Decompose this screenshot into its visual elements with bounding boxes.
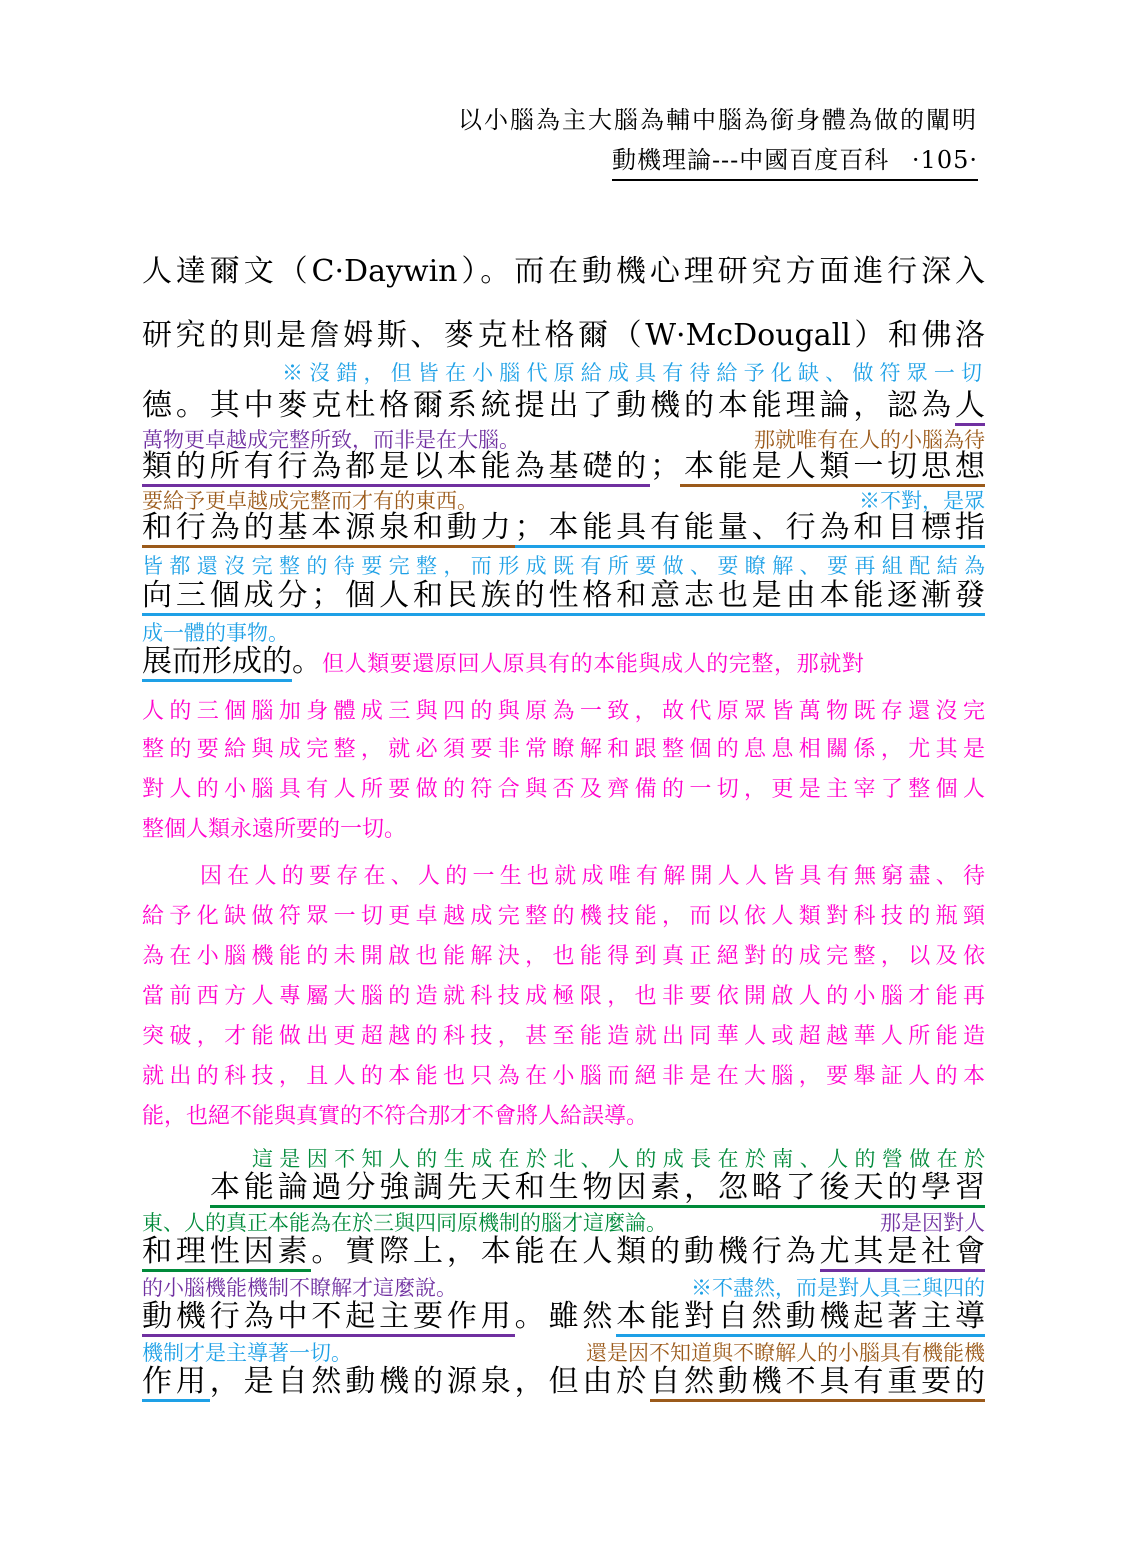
pink-line-9: 當前西方人專屬大腦的造就科技成極限，也非要依開啟人的小腦才能再 bbox=[142, 984, 985, 1009]
underlined-phrase: 和行為的基本源泉和動力 bbox=[142, 510, 515, 548]
annotation-7-left: 東、人的真正本能為在於三與四同原機制的腦才這麼論。 bbox=[142, 1211, 667, 1235]
body-line-1: 人達爾文（C·Daywin）。而在動機心理研究方面進行深入 bbox=[142, 254, 985, 289]
underlined-phrase: 動機行為中不起主要作用 bbox=[142, 1299, 515, 1337]
underlined-phrase: 展而形成的 bbox=[142, 644, 292, 682]
annotation-7-right: 那是因對人 bbox=[880, 1211, 985, 1235]
underlined-phrase: 和理性因素 bbox=[142, 1234, 311, 1272]
pink-line-11: 就出的科技，且人的本能也只為在小腦而絕非是在大腦，要舉証人的本 bbox=[142, 1064, 985, 1089]
annotation-5: 成一體的事物。 bbox=[142, 621, 289, 645]
pink-line-12: 能，也絕不能與真實的不符合那才不會將人給誤導。 bbox=[142, 1104, 649, 1129]
underlined-phrase: 作用 bbox=[142, 1364, 210, 1402]
pink-line-6: 因在人的要存在、人的一生也就成唯有解開人人皆具有無窮盡、待 bbox=[200, 864, 985, 889]
running-subtitle bbox=[612, 140, 978, 181]
body-line-3 bbox=[142, 386, 985, 426]
pink-line-4: 對人的小腦具有人所要做的符合與否及齊備的一切，更是主宰了整個人 bbox=[142, 777, 985, 802]
body-line-10-text: 。雖然 bbox=[514, 1299, 617, 1334]
underlined-phrase: 類的所有行為都是以本能為基礎的 bbox=[142, 449, 650, 487]
annotation-1: ※沒錯，但皆在小腦代原給成具有待給予化缺、做符眾一切 bbox=[282, 361, 982, 385]
pink-commentary-start: 但人類要還原回人原具有的本能與成人的完整，那就對 bbox=[322, 652, 865, 677]
underlined-phrase: 本能是人類一切思想 bbox=[680, 449, 985, 487]
pink-line-5: 整個人類永遠所要的一切。 bbox=[142, 817, 407, 842]
underlined-phrase: 人 bbox=[955, 388, 985, 426]
page-number: ·105· bbox=[911, 146, 978, 174]
body-line-7 bbox=[142, 642, 985, 685]
pink-line-3: 整的要給與成完整，就必須要非常瞭解和跟整個的息息相關係，尤其是 bbox=[142, 737, 985, 762]
annotation-2-right: 那就唯有在人的小腦為待 bbox=[754, 428, 985, 452]
annotation-8-right: ※不盡然，而是對人具三與四的 bbox=[691, 1276, 985, 1300]
annotation-3-right: ※不對，是眾 bbox=[859, 489, 985, 513]
underlined-phrase: 本能論過分強調先天和生物因素，忽略了後天的學習 bbox=[210, 1170, 985, 1208]
pink-line-7: 給予化缺做符眾一切更卓越成完整的機技能，而以依人類對科技的瓶頸 bbox=[142, 904, 985, 929]
underlined-phrase: ；本能具有能量、行為和目標指 bbox=[515, 510, 985, 548]
body-line-6 bbox=[142, 576, 985, 616]
underlined-phrase: 尤其是社會 bbox=[820, 1234, 986, 1272]
annotation-9-right: 還是因不知道與不瞭解人的小腦具有機能機 bbox=[586, 1341, 985, 1365]
body-line-5 bbox=[142, 508, 985, 548]
underlined-phrase: 向三個成分；個人和民族的性格和意志也是由本能逐漸發 bbox=[142, 578, 985, 616]
annotation-6: 這是因不知人的生成在於北、人的成長在於南、人的營做在於 bbox=[252, 1147, 985, 1171]
body-line-7-punct: 。 bbox=[292, 644, 322, 679]
body-line-3-text: 德。其中麥克杜格爾系統提出了動機的本能理論，認為 bbox=[142, 388, 955, 423]
running-title: 以小腦為主大腦為輔中腦為銜身體為做的闡明 bbox=[458, 106, 978, 134]
body-line-10 bbox=[142, 1297, 985, 1337]
body-line-4 bbox=[142, 447, 985, 487]
body-line-11-text: ，是自然動機的源泉，但由於 bbox=[209, 1364, 651, 1399]
annotation-9-left: 機制才是主導著一切。 bbox=[142, 1341, 352, 1365]
annotation-2-left: 萬物更卓越成完整所致，而非是在大腦。 bbox=[142, 428, 520, 452]
pink-line-10: 突破，才能做出更超越的科技，甚至能造就出同華人或超越華人所能造 bbox=[142, 1024, 985, 1049]
annotation-4: 皆都還沒完整的待要完整，而形成既有所要做、要瞭解、要再組配結為 bbox=[142, 554, 985, 578]
body-line-9 bbox=[142, 1232, 985, 1272]
pink-line-2: 人的三個腦加身體成三與四的與原為一致，故代原眾皆萬物既存還沒完 bbox=[142, 699, 985, 724]
annotation-3-left: 要給予更卓越成完整而才有的東西。 bbox=[142, 489, 478, 513]
pink-line-8: 為在小腦機能的未開啟也能解決，也能得到真正絕對的成完整，以及依 bbox=[142, 944, 985, 969]
underlined-phrase: 自然動機不具有重要的 bbox=[650, 1364, 985, 1402]
underlined-phrase: 本能對自然動機起著主導 bbox=[616, 1299, 985, 1337]
annotation-8-left: 的小腦機能機制不瞭解才這麼說。 bbox=[142, 1276, 457, 1300]
body-line-9-text: 。實際上，本能在人類的動機行為 bbox=[311, 1234, 820, 1269]
body-line-8 bbox=[210, 1168, 985, 1208]
subtitle-text: 動機理論---中國百度百科 bbox=[611, 146, 890, 174]
body-line-4-punct: ； bbox=[650, 449, 681, 484]
body-line-11 bbox=[142, 1362, 985, 1402]
body-line-2: 研究的則是詹姆斯、麥克杜格爾（W·McDougall）和佛洛 bbox=[142, 318, 985, 353]
